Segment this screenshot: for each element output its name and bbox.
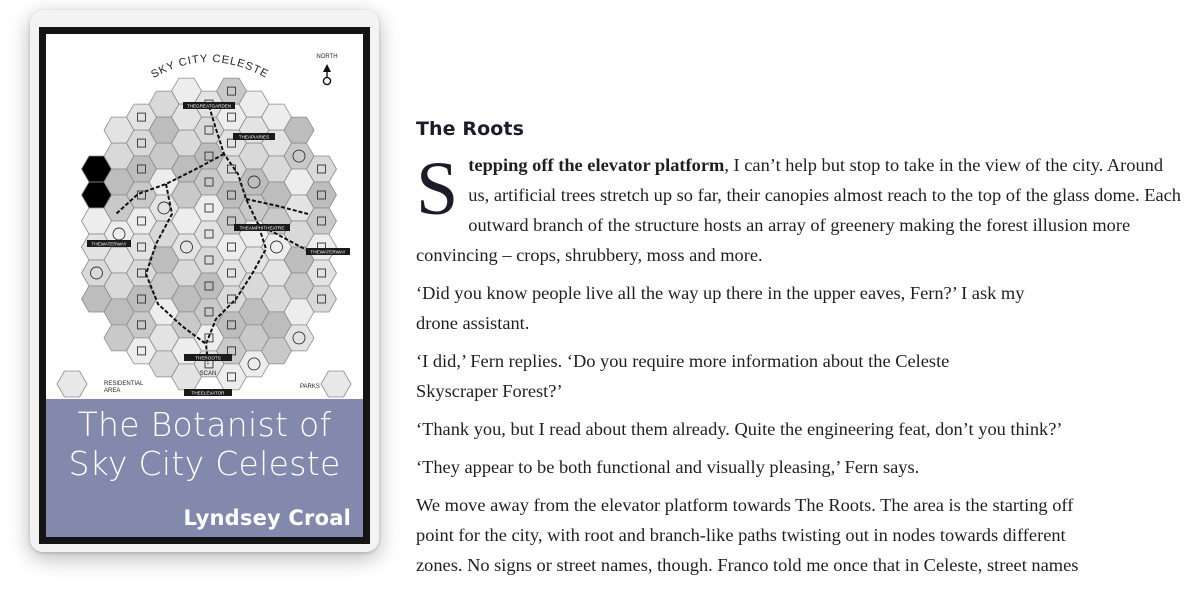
svg-text:THEGREATGARDEN: THEGREATGARDEN xyxy=(186,103,232,109)
legend-hex xyxy=(321,371,351,397)
svg-text:AREA: AREA xyxy=(104,388,121,394)
svg-text:THEWATERWAY: THEWATERWAY xyxy=(91,241,127,247)
cover-title-band xyxy=(46,399,363,537)
svg-text:THEWATERWAY: THEWATERWAY xyxy=(310,249,346,255)
map-title: SKY CITY CELESTE xyxy=(149,52,271,81)
svg-text:THEAPIARIES: THEAPIARIES xyxy=(238,134,270,140)
paragraph: ‘Did you know people live all the way up there in the upper eaves, Fern?’ I ask my drone assistant. xyxy=(416,283,1025,333)
svg-text:RESIDENTIAL: RESIDENTIAL xyxy=(104,381,144,387)
paragraph: ‘I did,’ Fern replies. ‘Do you require more information about the Celeste Skyscraper Forest?’ xyxy=(416,351,950,401)
paragraph: ‘They appear to be both functional and visually pleasing,’ Fern says. xyxy=(416,457,920,477)
paragraph: We move away from the elevator platform towards The Roots. The area is the starting off point for the city, with root and branch-like paths twisting out in nodes towards different zones. No signs or street names, though. Franco told me once that in Celeste, street names xyxy=(416,495,1079,575)
book-cover-card[interactable] xyxy=(30,10,379,552)
svg-text:PARKS: PARKS xyxy=(300,384,320,390)
book-title-line-1: The Botanist of xyxy=(77,405,332,444)
opening-paragraph xyxy=(416,147,1186,270)
compass-icon xyxy=(316,54,337,85)
book-cover xyxy=(39,27,370,544)
legend-hex xyxy=(57,371,87,397)
book-title-line-2: Sky City Celeste xyxy=(68,444,341,483)
section-heading: The Roots xyxy=(416,118,525,140)
svg-text:SCAN: SCAN xyxy=(199,371,217,377)
paragraph: ‘Thank you, but I read about them already. Quite the engineering feat, don’t you think?’ xyxy=(416,419,1063,439)
book-author: Lyndsey Croal xyxy=(183,506,351,530)
svg-text:THEELEVATOR: THEELEVATOR xyxy=(191,390,225,396)
drop-cap: S xyxy=(416,147,459,231)
lead-rest-text: , I can’t help but stop to take in the view of the city. Around us, artificial trees stretch up so far, their canopies almost reach to the top of the glass dome. Each outward branch of the structure hosts an array of greenery making the forest illusion more convincing – crops, shrubbery, moss and more. xyxy=(416,155,1181,265)
lead-bold-text: tepping off the elevator platform xyxy=(468,155,725,175)
excerpt-article xyxy=(416,118,1186,588)
book-title xyxy=(46,405,363,483)
svg-text:THEAMPHITHEATRE: THEAMPHITHEATRE xyxy=(239,225,285,231)
svg-text:NORTH: NORTH xyxy=(316,54,338,60)
svg-text:THEROOTS: THEROOTS xyxy=(195,355,221,361)
